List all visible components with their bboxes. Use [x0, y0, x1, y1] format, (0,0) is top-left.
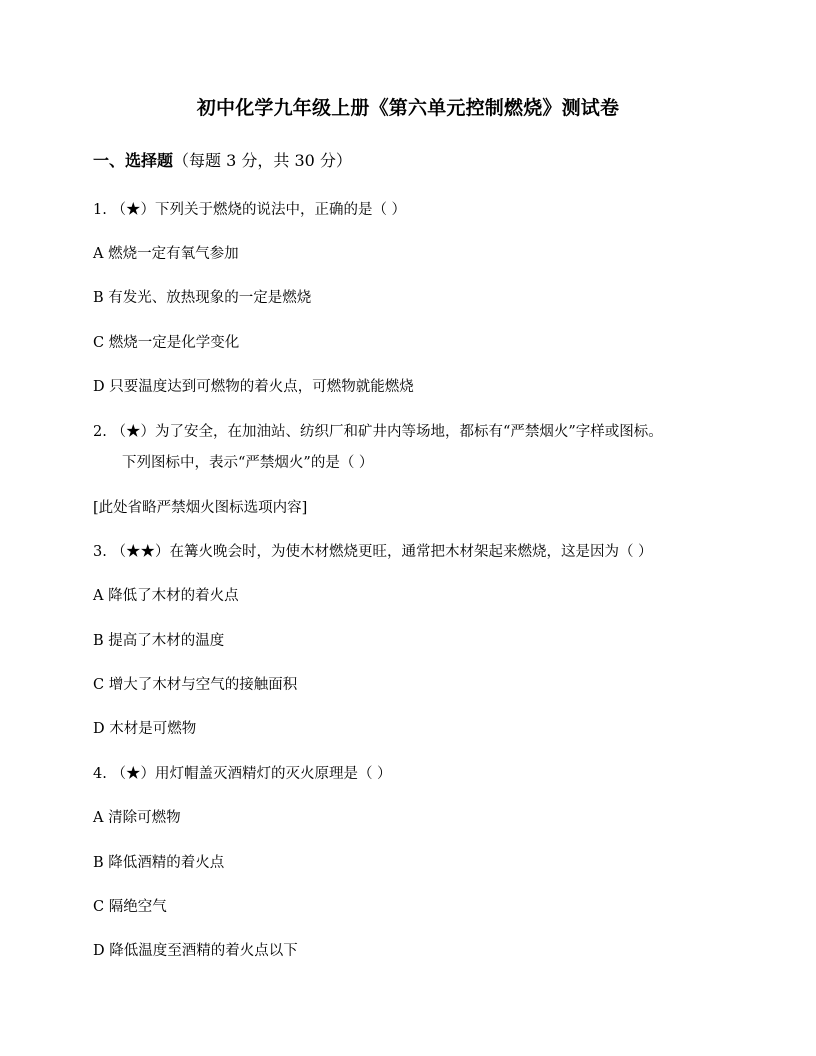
question-4-stem: 4. （★）用灯帽盖灭酒精灯的灭火原理是（ ） — [93, 766, 392, 782]
question-4-option-b: B 降低酒精的着火点 — [93, 855, 225, 871]
section-heading-label: 一、选择题 — [93, 151, 174, 170]
question-2-stem-continued: 下列图标中，表示“严禁烟火”的是（ ） — [122, 455, 374, 471]
section-heading — [93, 148, 352, 174]
question-3-option-a: A 降低了木材的着火点 — [93, 588, 239, 604]
question-1-option-b: B 有发光、放热现象的一定是燃烧 — [93, 290, 312, 306]
question-3-option-d: D 木材是可燃物 — [93, 721, 197, 737]
section-heading-note: （每题 3 分，共 30 分） — [173, 151, 352, 170]
question-1-option-d: D 只要温度达到可燃物的着火点，可燃物就能燃烧 — [93, 379, 414, 395]
question-3-option-c: C 增大了木材与空气的接触面积 — [93, 677, 298, 693]
question-4-option-a: A 清除可燃物 — [93, 810, 181, 826]
question-2-stem: 2. （★）为了安全，在加油站、纺织厂和矿井内等场地，都标有“严禁烟火”字样或图标。 — [93, 424, 663, 440]
question-1-stem: 1. （★）下列关于燃烧的说法中，正确的是（ ） — [93, 202, 407, 218]
question-1-option-a: A 燃烧一定有氧气参加 — [93, 246, 239, 262]
question-3-option-b: B 提高了木材的温度 — [93, 633, 225, 649]
question-4-option-d: D 降低温度至酒精的着火点以下 — [93, 943, 298, 959]
question-4-option-c: C 隔绝空气 — [93, 899, 167, 915]
question-3-stem: 3. （★★）在篝火晚会时，为使木材燃烧更旺，通常把木材架起来燃烧，这是因为（ ） — [93, 544, 653, 560]
document-title: 初中化学九年级上册《第六单元控制燃烧》测试卷 — [196, 97, 620, 119]
question-1-option-c: C 燃烧一定是化学变化 — [93, 335, 240, 351]
question-2-omitted-note: [此处省略严禁烟火图标选项内容] — [93, 500, 308, 516]
